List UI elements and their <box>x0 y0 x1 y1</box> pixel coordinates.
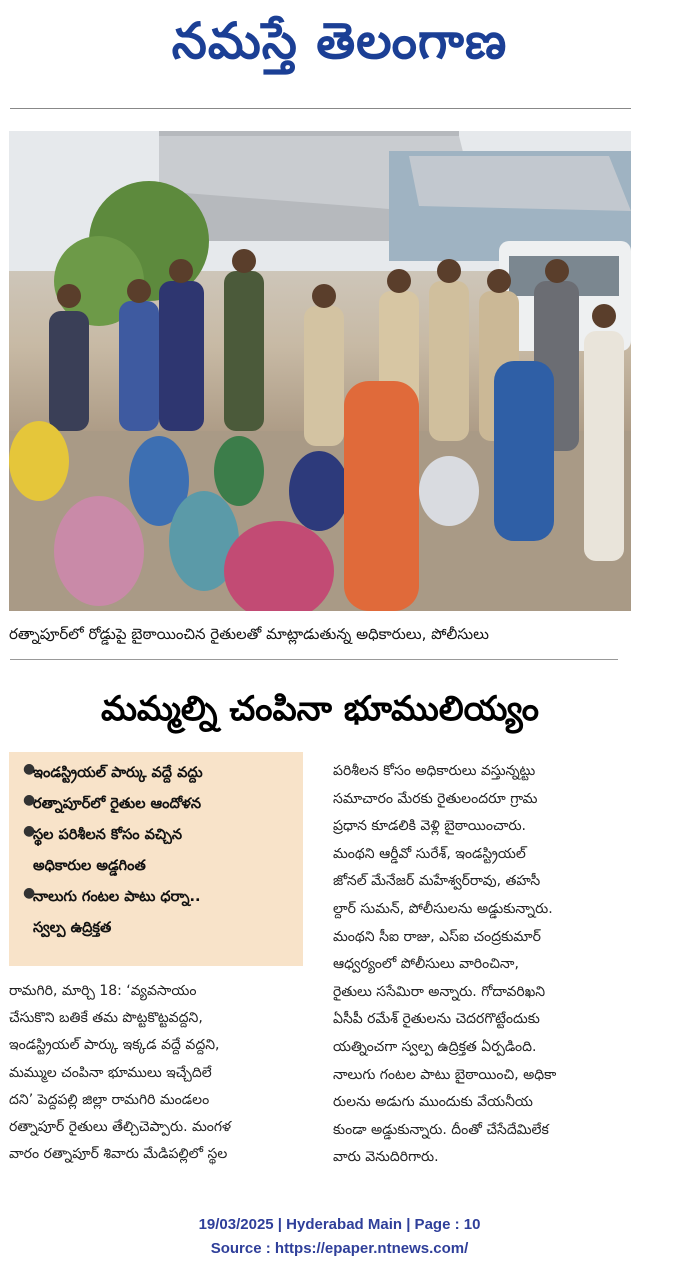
highlight-text: అధికారుల అడ్డగింత <box>33 858 146 874</box>
bullet-icon: ● <box>23 885 36 901</box>
article-line: పరిశీలన కోసం అధికారులు వస్తున్నట్టు <box>333 763 536 779</box>
article-line: చేసుకొని బతికే తమ పొట్టకొట్టవద్దని, <box>9 1010 203 1027</box>
bullet-icon: ● <box>23 823 36 839</box>
issue-info: 19/03/2025 | Hyderabad Main | Page : 10 <box>198 1216 481 1233</box>
article-line: మంథని సీఐ రాజు, ఎస్ఐ చంద్రకుమార్ <box>333 928 541 945</box>
article-line: ప్రధాన కూడలికి వెళ్లి బైఠాయించారు. <box>333 818 527 835</box>
article-line: మమ్ముల చంపినా భూములు ఇచ్చేదిలే <box>9 1064 212 1081</box>
highlight-item-continued <box>9 851 303 882</box>
news-photo <box>9 131 631 611</box>
article-line: వారు వెనుదిరిగారు. <box>333 1149 439 1166</box>
highlight-text: ఇండస్ట్రియల్ పార్కు వద్దే వద్దు <box>33 765 203 781</box>
article-line: ఆధ్వర్యంలో పోలీసులు వారించినా, <box>333 956 519 973</box>
article-line: రత్నాపూర్ రైతులు తేల్చిచెప్పారు. మంగళ <box>9 1119 232 1136</box>
bullet-icon: ● <box>23 792 36 808</box>
article-line: రైతులు ససేమిరా అన్నారు. గోదావరిఖని <box>333 983 546 1000</box>
article-line: సమాచారం మేరకు రైతులందరూ గ్రామ <box>333 790 538 807</box>
article-line: ఏసీపీ రమేశ్ రైతులను చెదరగొట్టేందుకు <box>333 1011 540 1028</box>
article-line: నాలుగు గంటల పాటు బైఠాయించి, అధికా <box>333 1066 557 1083</box>
article-line: జోనల్ మేనేజర్ మహేశ్వర్‌రావు, తహసీ <box>333 873 541 890</box>
article-column-left <box>9 978 305 1168</box>
bullet-icon: ● <box>23 761 36 777</box>
highlight-text: రత్నాపూర్‌లో రైతుల ఆందోళన <box>33 796 202 812</box>
highlight-text: నాలుగు గంటల పాటు ధర్నా.. <box>33 889 201 905</box>
highlight-text: స్వల్ప ఉద్రిక్తత <box>33 920 112 936</box>
masthead-divider <box>10 108 631 109</box>
article-line: రామగిరి, మార్చి 18: ‘వ్యవసాయం <box>9 983 197 999</box>
page-footer <box>0 1213 679 1261</box>
article-line: యత్నించగా స్వల్ప ఉద్రిక్తత ఏర్పడింది. <box>333 1038 537 1055</box>
article-line: వారం రత్నాపూర్ శివారు మేడిపల్లిలో స్థల <box>9 1146 228 1163</box>
highlight-item <box>9 789 303 820</box>
article-line: మంథని ఆర్డీవో సురేశ్, ఇండస్ట్రియల్ <box>333 845 526 862</box>
article-headline: మమ్మల్ని చంపినా భూములియ్యం <box>100 689 540 729</box>
highlight-item-continued <box>9 913 303 944</box>
article-line: రులను అడుగు ముందుకు వేయనీయ <box>333 1094 533 1111</box>
article-line: ఇండస్ట్రియల్ పార్కు ఇక్కడ వద్దే వద్దని, <box>9 1037 220 1054</box>
article-column-right <box>333 758 631 1172</box>
article-line: దని’ పెద్దపల్లి జిల్లా రామగిరి మండలం <box>9 1091 210 1108</box>
protest-photo-icon <box>9 131 631 611</box>
caption-divider <box>10 659 618 660</box>
source-link[interactable]: Source : https://epaper.ntnews.com/ <box>210 1240 469 1257</box>
highlight-item <box>9 882 303 913</box>
article-line: కుండా అడ్డుకున్నారు. దీంతో చేసేదేమిలేక <box>333 1121 549 1138</box>
newspaper-title: నమస్తే తెలంగాణ <box>171 11 508 70</box>
masthead <box>0 8 679 78</box>
article-line: ల్దార్ సుమన్, పోలీసులను అడ్డుకున్నారు. <box>333 900 553 917</box>
highlight-text: స్థల పరిశీలన కోసం వచ్చిన <box>33 827 183 843</box>
highlight-item <box>9 820 303 851</box>
photo-caption: రత్నాపూర్‌లో రోడ్డుపై బైఠాయించిన రైతులతో మాట్లాడుతున్న అధికారులు, పోలీసులు <box>9 625 489 643</box>
highlight-item <box>9 758 303 789</box>
highlights-box <box>9 752 303 966</box>
